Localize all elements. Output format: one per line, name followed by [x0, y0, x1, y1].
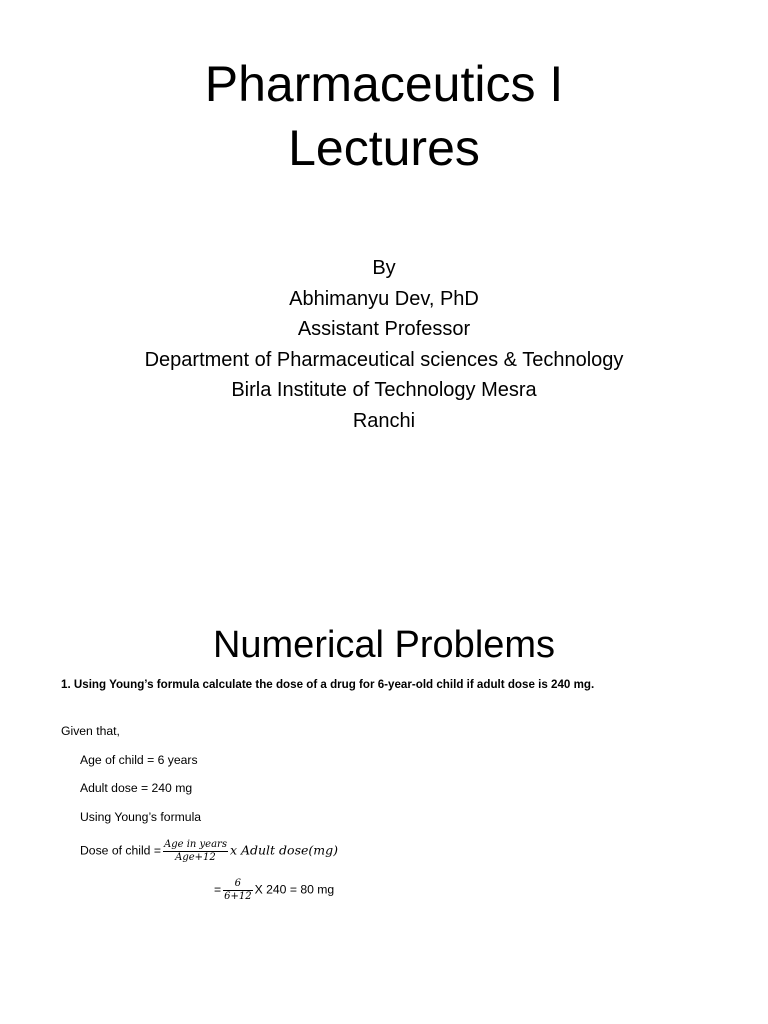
problem-question: 1. Using Young’s formula calculate the dose of a drug for 6-year-old child if adult dose is 240 mg. [61, 678, 595, 691]
given-label: Given that, [61, 724, 120, 738]
formula-tail: x Adult dose(mg) [229, 842, 338, 858]
author-position: Assistant Professor [297, 318, 471, 340]
problems-slide [0, 590, 768, 1024]
city-name: Ranchi [352, 409, 416, 432]
fraction-numerator: Age in years [163, 839, 227, 850]
calculation-line [214, 878, 334, 903]
by-text: By [372, 257, 396, 279]
lecture-title [0, 52, 768, 180]
calc-denominator: 6+12 [224, 891, 252, 902]
dose-label: Dose of child = [80, 843, 161, 858]
institute-name: Birla Institute of Technology Mesra [231, 379, 537, 401]
youngs-fraction [163, 839, 228, 864]
title-line-2: Lectures [288, 120, 480, 176]
fraction-denominator: Age+12 [163, 851, 228, 864]
department-name: Department of Pharmaceutical sciences & Technology [144, 348, 624, 371]
formula-line [80, 839, 338, 864]
given-age: Age of child = 6 years [80, 753, 198, 767]
calc-numerator: 6 [234, 878, 242, 889]
author-block [0, 253, 768, 436]
author-name: Abhimanyu Dev, PhD [289, 287, 479, 310]
problems-title: Numerical Problems [212, 624, 556, 666]
calc-fraction [223, 878, 252, 903]
formula-label: Using Young’s formula [80, 810, 202, 824]
given-adult-dose: Adult dose = 240 mg [80, 781, 193, 795]
title-line-1: Pharmaceutics I [204, 56, 564, 112]
equals-sign: = [214, 882, 222, 897]
calc-result: X 240 = 80 mg [254, 882, 335, 897]
